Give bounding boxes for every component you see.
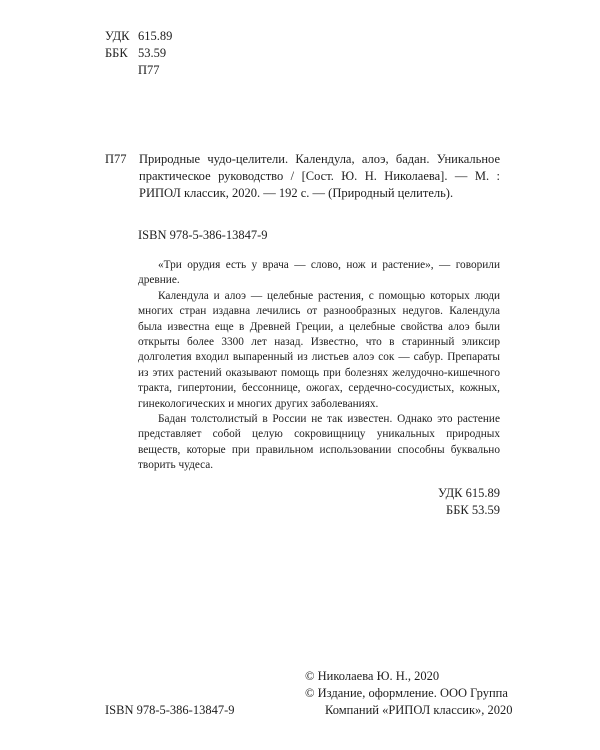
classification-codes <box>105 28 172 79</box>
udk-code-right: УДК 615.89 <box>438 486 500 500</box>
isbn-bottom: ISBN 978-5-386-13847-9 <box>105 703 235 717</box>
annotation-paragraph-3: Бадан толстолистый в России не так известен. Однако это растение представляет собой целую сокровищницу уникальных природных веществ, которые при правильном использовании способны буквально творить чудеса. <box>138 413 500 472</box>
bbk-row <box>105 45 172 62</box>
bbk-value: 53.59 <box>138 46 167 60</box>
annotation-paragraph-2: Календула и алоэ — целебные растения, с помощью которых люди многих стран издавна лечились от разнообразных недугов. Календула была известна еще в Древней Греции, а целебные свойства алоэ были открыты более 3300 лет назад. Известно, что в старинный эликсир долголетия входил выпаренный из листьев алоэ сок — сабур. Препараты из этих растений оказывают помощь при болезнях желудочно-кишечного тракта, гипертонии, бессоннице, ожогах, сердечно-сосудистых, кожных, гинекологических и многих других заболеваниях. <box>138 289 500 410</box>
udk-value: 615.89 <box>138 29 173 43</box>
catalog-code: П77 <box>105 152 127 166</box>
author-mark: П77 <box>138 63 160 77</box>
isbn-top: ISBN 978-5-386-13847-9 <box>138 228 268 242</box>
copyright-publisher: © Издание, оформление. ООО Группа <box>305 686 508 700</box>
annotation <box>138 258 500 474</box>
bbk-label: ББК <box>105 46 128 60</box>
bbk-code-right: ББК 53.59 <box>446 503 500 517</box>
copyright-author: © Николаева Ю. Н., 2020 <box>305 669 440 683</box>
annotation-paragraph-1: «Три орудия есть у врача — слово, нож и растение», — говорили древние. <box>138 259 500 287</box>
catalog-description: Природные чудо-целители. Календула, алоэ, бадан. Уникальное практическое руководство / [Сост. Ю. Н. Николаева]. — М. : РИПОЛ классик, 2020. — 192 с. — (Природный целитель). <box>139 152 500 200</box>
udk-label: УДК <box>105 29 130 43</box>
udk-row <box>105 28 172 45</box>
classification-codes-right <box>400 485 500 519</box>
copyright-block <box>305 668 513 719</box>
copyright-publisher-cont: Компаний «РИПОЛ классик», 2020 <box>325 703 513 717</box>
